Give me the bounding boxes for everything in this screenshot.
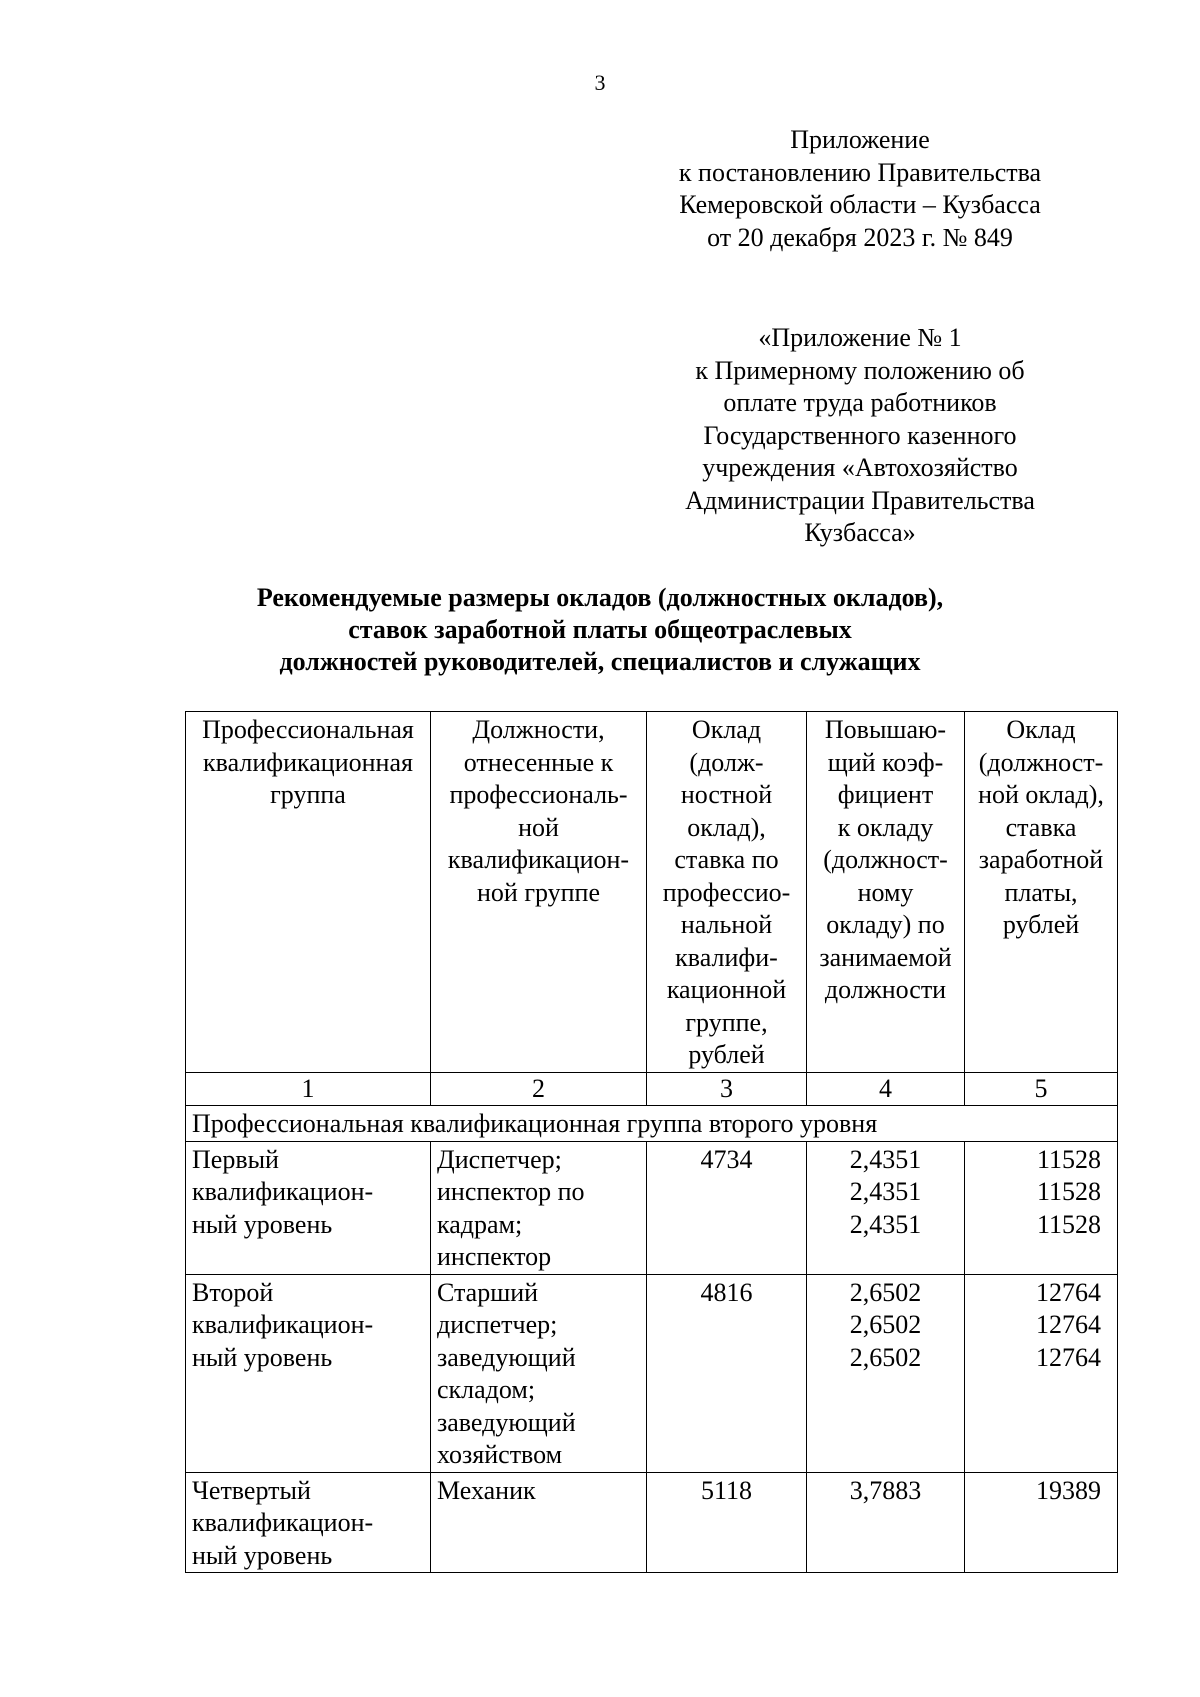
title-line: должностей руководителей, специалистов и служащих [279, 647, 921, 676]
qualification-level: Первый квалификацион- ный уровень [186, 1141, 431, 1274]
sub-appendix-line: учреждения «Автохозяйство [702, 453, 1018, 482]
page-number: 3 [594, 70, 606, 95]
group-title: Профессиональная квалификационная группа второго уровня [186, 1106, 1118, 1142]
header-row [186, 712, 1118, 1073]
appendix-line: Кемеровской области – Кузбасса [679, 190, 1041, 219]
sub-appendix-line: к Примерному положению об [695, 355, 1025, 385]
total-salaries: 11528 11528 11528 [965, 1141, 1118, 1274]
base-salary: 4816 [647, 1274, 807, 1472]
positions: Диспетчер; инспектор по кадрам; инспектор [431, 1141, 647, 1274]
appendix-header [640, 124, 1080, 254]
header-cell-group: Профессиональная квалификационная группа [186, 712, 431, 1073]
document-title [150, 582, 1050, 678]
header-cell-coefficient: Повышаю- щий коэф- фициент к окладу (должност- ному окладу) по занимаемой должности [807, 712, 965, 1073]
title-line: ставок заработной платы общеотраслевых [348, 615, 852, 644]
qualification-level: Второй квалификацион- ный уровень [186, 1274, 431, 1472]
total-salaries: 12764 12764 12764 [965, 1274, 1118, 1472]
base-salary: 4734 [647, 1141, 807, 1274]
qualification-level: Четвертый квалификацион- ный уровень [186, 1472, 431, 1573]
header-cell-positions: Должности, отнесенные к профессиональ- ной квалификацион- ной группе [431, 712, 647, 1073]
sub-appendix-line: Кузбасса» [804, 518, 916, 547]
coefficients: 2,6502 2,6502 2,6502 [807, 1274, 965, 1472]
positions: Механик [431, 1472, 647, 1573]
header-cell-base-salary: Оклад (долж- ностной оклад), ставка по профессио- нальной квалифи- кационной группе, рублей [647, 712, 807, 1073]
column-number-row [186, 1072, 1118, 1106]
column-number: 1 [186, 1072, 431, 1106]
appendix-line: Приложение [790, 125, 930, 154]
sub-appendix-line: Государственного казенного [703, 420, 1017, 450]
coefficients: 3,7883 [807, 1472, 965, 1573]
positions: Старший диспетчер; заведующий складом; заведующий хозяйством [431, 1274, 647, 1472]
column-number: 4 [807, 1072, 965, 1106]
table-row [186, 1472, 1118, 1573]
coefficients: 2,4351 2,4351 2,4351 [807, 1141, 965, 1274]
column-number: 5 [965, 1072, 1118, 1106]
appendix-line: от 20 декабря 2023 г. № 849 [707, 222, 1013, 252]
column-number: 2 [431, 1072, 647, 1106]
appendix-line: к постановлению Правительства [678, 157, 1042, 187]
salary-table [185, 711, 1118, 1573]
column-number: 3 [647, 1072, 807, 1106]
base-salary: 5118 [647, 1472, 807, 1573]
table-row [186, 1274, 1118, 1472]
group-title-row [186, 1106, 1118, 1142]
header-cell-total: Оклад (должност- ной оклад), ставка заработной платы, рублей [965, 712, 1118, 1073]
sub-appendix-line: «Приложение № 1 [758, 323, 962, 352]
total-salaries: 19389 [965, 1472, 1118, 1573]
title-line: Рекомендуемые размеры окладов (должностных окладов), [256, 583, 944, 612]
sub-appendix-line: Администрации Правительства [685, 485, 1035, 515]
sub-appendix-line: оплате труда работников [723, 388, 997, 417]
sub-appendix-header [640, 322, 1080, 550]
table-row [186, 1141, 1118, 1274]
